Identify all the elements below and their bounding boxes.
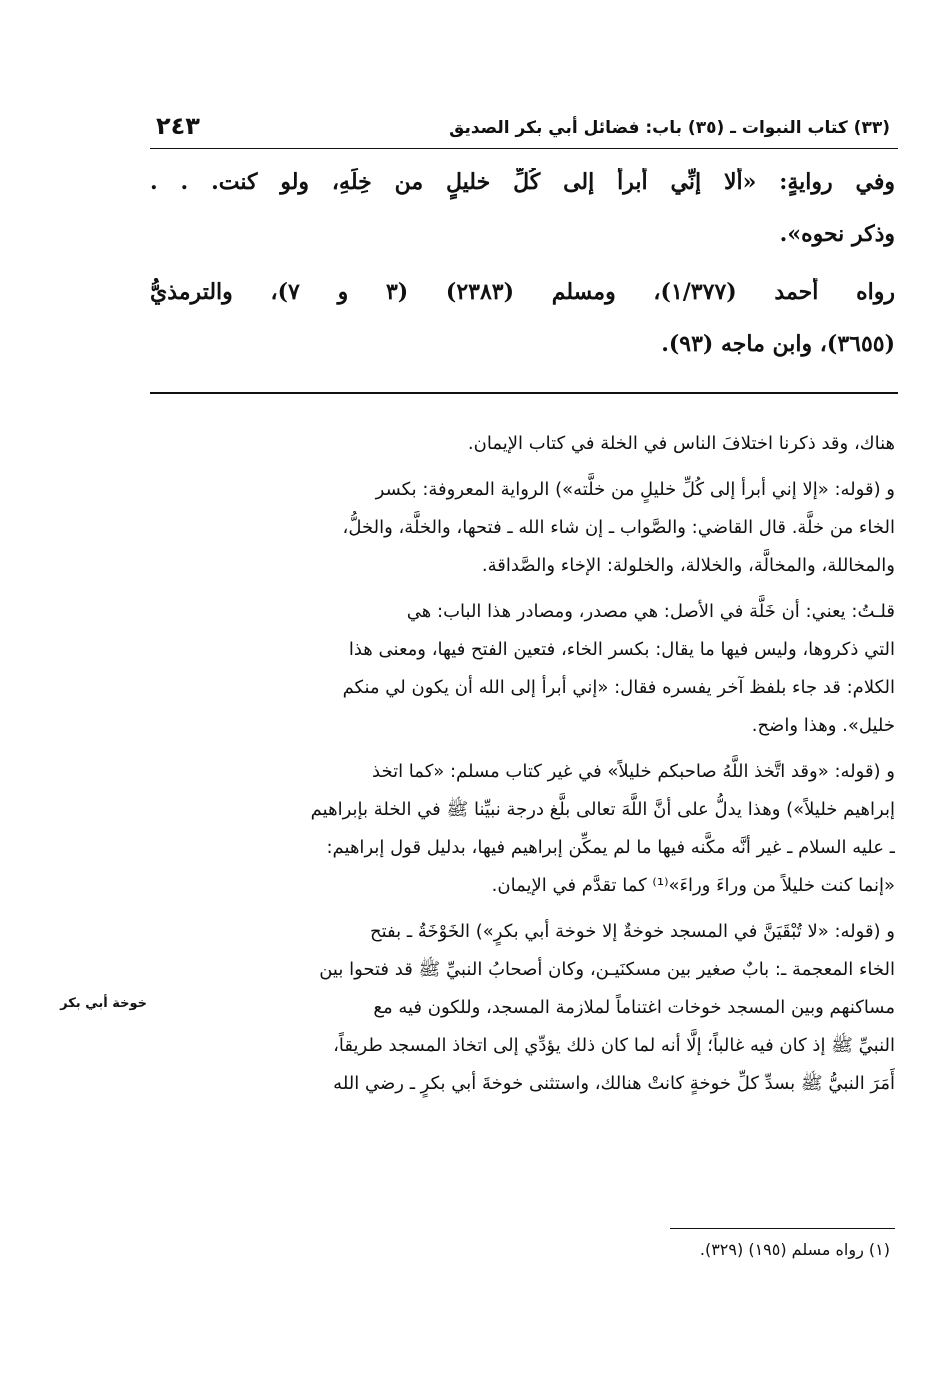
commentary-line: مساكنهم وبين المسجد خوخات اغتناماً لملازمة المسجد، وللكون فيه مع	[373, 997, 895, 1018]
hadith-source-line: (٣٦٥٥)، وابن ماجه (٩٣).	[661, 331, 895, 357]
commentary-block	[150, 425, 895, 1111]
hadith-source-line: رواه أحمد (١/٣٧٧)، ومسلم (٢٣٨٣) (٣ و ٧)، والترمذيُّ	[150, 279, 895, 305]
commentary-line: الكلام: قد جاء بلفظ آخر يفسره فقال: «إني أبرأ إلى الله أن يكون لي منكم	[342, 677, 895, 698]
commentary-line: أَمَرَ النبيُّ ﷺ بسدِّ كلِّ خوخةٍ كانتْ هنالك، واستثنى خوخةَ أبي بكرٍ ـ رضي الله	[333, 1073, 895, 1094]
commentary-line: النبيِّ ﷺ إذ كان فيه غالباً؛ إلَّا أنه لما كان ذلك يؤدِّي إلى اتخاذ المسجد طريقاً،	[333, 1035, 895, 1056]
section-divider	[150, 392, 898, 394]
commentary-line: ـ عليه السلام ـ غير أنَّه مكَّنه فيها ما لم يمكِّن إبراهيم فيها، بدليل قول إبراهيم:	[326, 837, 895, 858]
commentary-paragraph	[150, 593, 895, 745]
commentary-paragraph	[150, 425, 895, 463]
hadith-line: وفي روايةٍ: «ألا إنِّي أبرأ إلى كُلِّ خليلٍ من خِلِّهِ، ولو كنت. . .	[150, 169, 895, 195]
commentary-line: قلـتُ: يعني: أن خَلَّة في الأصل: هي مصدر، ومصادر هذا الباب: هي	[406, 601, 895, 622]
hadith-line: وذكر نحوه».	[779, 221, 895, 247]
footnote: (١) رواه مسلم (١٩٥) (٣٢٩).	[699, 1240, 890, 1259]
commentary-line: إبراهيم خليلاً») وهذا يدلُّ على أنَّ اللَّهَ تعالى بلَّغ درجة نبيِّنا ﷺ في الخلة بإبراهيم	[310, 799, 895, 820]
commentary-paragraph	[150, 471, 895, 585]
hadith-text-block	[150, 168, 895, 382]
commentary-line: والمخاللة، والمخالَّة، والخلالة، والخلولة: الإخاء والصَّداقة.	[481, 555, 895, 576]
commentary-line: التي ذكروها، وليس فيها ما يقال: بكسر الخاء، فتعين الفتح فيها، ومعنى هذا	[348, 639, 895, 660]
commentary-line: الخاء من خلَّة. قال القاضي: والصَّواب ـ إن شاء الله ـ فتحها، والخلَّة، والخلُّ،	[342, 517, 895, 538]
header-title: (٣٣) كتاب النبوات ـ (٣٥) باب: فضائل أبي بكر الصديق	[449, 118, 890, 138]
commentary-line: هناك، وقد ذكرنا اختلافَ الناس في الخلة في كتاب الإيمان.	[467, 433, 895, 454]
commentary-line: الخاء المعجمة ـ: بابٌ صغير بين مسكنَيـن، وكان أصحابُ النبيِّ ﷺ قد فتحوا بين	[319, 959, 895, 980]
commentary-line: و (قوله: «لا تُبْقَيَنَّ في المسجد خوخةٌ إلا خوخة أبي بكرٍ») الخَوْخَةُ ـ بفتح	[369, 921, 895, 942]
commentary-line: و (قوله: «وقد اتَّخذ اللَّهُ صاحبكم خليلاً» في غير كتاب مسلم: «كما اتخذ	[372, 761, 895, 782]
commentary-line: و (قوله: «إلا إني أبرأ إلى كُلِّ خليلٍ من خلَّته») الرواية المعروفة: بكسر	[375, 479, 895, 500]
commentary-line: «إنما كنت خليلاً من وراءَ وراءَ»⁽¹⁾ كما تقدَّم في الإيمان.	[491, 875, 895, 896]
page-number: ٢٤٣	[156, 112, 200, 140]
commentary-paragraph	[150, 753, 895, 905]
margin-note: خوخة أبي بكر	[60, 996, 147, 1011]
header-divider	[150, 148, 898, 149]
commentary-paragraph	[150, 913, 895, 1103]
running-header	[148, 112, 898, 148]
commentary-line: خليل». وهذا واضح.	[751, 715, 895, 736]
footnote-divider	[670, 1228, 895, 1229]
